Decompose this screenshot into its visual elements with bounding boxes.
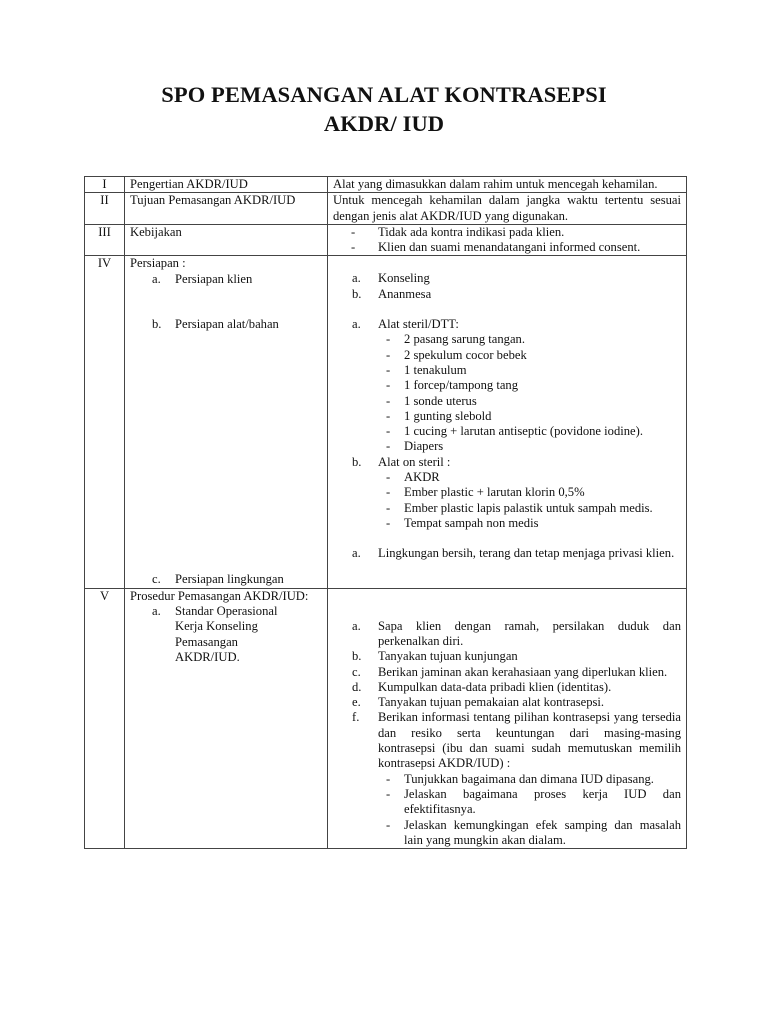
row-label	[125, 256, 328, 588]
row-number: V	[85, 588, 125, 848]
list-item: f. Berikan informasi tentang pilihan kontrasepsi yang tersedia dan resiko serta keuntungan dari masing-masing kontrasepsi (ibu dan suami sudah memutuskan memilih kontrasepsi AKDR/IUD) :	[352, 710, 681, 771]
row-number: II	[85, 193, 125, 225]
list-marker: -	[351, 224, 356, 239]
row-number: IV	[85, 256, 125, 588]
list-item: a. Lingkungan bersih, terang dan tetap menjaga privasi klien.	[352, 546, 675, 561]
table-row-ii	[85, 193, 687, 225]
table-row-iii	[85, 224, 687, 256]
list-item: b. Tanyakan tujuan kunjungan	[352, 649, 518, 664]
list-item: - Tempat sampah non medis	[386, 515, 539, 530]
list-item: - 2 pasang sarung tangan.	[386, 332, 526, 347]
document-title	[0, 80, 768, 138]
list-marker: -	[351, 240, 356, 255]
list-item: a. Konseling	[352, 271, 430, 286]
list-text: Tidak ada kontra indikasi pada klien.	[378, 224, 565, 239]
table-row-iv	[85, 256, 687, 588]
row-number: I	[85, 177, 125, 193]
sub-heading-a: a. Standar Operasional Kerja Konseling Pemasangan AKDR/IUD.	[152, 603, 278, 664]
section-heading: Persiapan :	[130, 256, 186, 271]
list-item: - Ember plastic + larutan klorin 0,5%	[386, 485, 585, 500]
list-item: b. Ananmesa	[352, 286, 432, 301]
list-item: c. Berikan jaminan akan kerahasiaan yang diperlukan klien.	[352, 664, 668, 679]
row-number: III	[85, 224, 125, 256]
list-item: - 1 gunting slebold	[386, 408, 492, 423]
sub-heading-b: b. Persiapan alat/bahan	[152, 317, 279, 332]
list-item: b. Alat on steril :	[352, 454, 451, 469]
row-description: Alat yang dimasukkan dalam rahim untuk mencegah kehamilan.	[328, 177, 687, 193]
list-item: - Jelaskan bagaimana proses kerja IUD dan efektifitasnya.	[386, 786, 681, 817]
list-item	[351, 240, 681, 255]
list-item: a. Sapa klien dengan ramah, persilakan duduk dan perkenalkan diri.	[352, 618, 681, 648]
row-label: Tujuan Pemasangan AKDR/IUD	[125, 193, 328, 225]
row-label	[125, 588, 328, 848]
list-item: - Jelaskan kemungkingan efek samping dan masalah lain yang mungkin akan dialam.	[386, 817, 681, 847]
list-text: Klien dan suami menandatangani informed consent.	[378, 240, 641, 255]
list-item: d. Kumpulkan data-data pribadi klien (identitas).	[352, 679, 612, 694]
sub-heading-a: a. Persiapan klien	[152, 271, 253, 286]
list-item: - Ember plastic lapis palastik untuk sampah medis.	[386, 500, 653, 515]
row-description	[328, 256, 687, 588]
list-item: - Diapers	[386, 439, 444, 454]
list-item: - 1 tenakulum	[386, 362, 467, 377]
list-item: a. Alat steril/DTT:	[352, 317, 459, 332]
list-item: - 1 forcep/tampong tang	[386, 378, 519, 393]
list-item: - 2 spekulum cocor bebek	[386, 347, 527, 362]
row-label: Kebijakan	[125, 224, 328, 256]
list-item: - 1 sonde uterus	[386, 393, 477, 408]
title-line-1: SPO PEMASANGAN ALAT KONTRASEPSI	[161, 82, 607, 107]
table-row-i	[85, 177, 687, 193]
title-line-2: AKDR/ IUD	[323, 111, 445, 136]
list-item: - AKDR	[386, 470, 440, 485]
row-description	[328, 588, 687, 848]
row-label: Pengertian AKDR/IUD	[125, 177, 328, 193]
list-item: e. Tanyakan tujuan pemakaian alat kontrasepsi.	[352, 695, 605, 710]
list-item: - 1 cucing + larutan antiseptic (povidone iodine).	[386, 424, 643, 439]
row-description	[328, 224, 687, 256]
sub-heading-c: c. Persiapan lingkungan	[152, 572, 284, 587]
row-description: Untuk mencegah kehamilan dalam jangka waktu tertentu sesuai dengan jenis alat AKDR/IUD yang digunakan.	[328, 193, 687, 225]
section-heading: Prosedur Pemasangan AKDR/IUD:	[130, 588, 309, 603]
table-row-v	[85, 588, 687, 848]
list-item: - Tunjukkan bagaimana dan dimana IUD dipasang.	[386, 771, 654, 786]
list-item	[351, 225, 681, 240]
spo-table	[84, 176, 687, 849]
